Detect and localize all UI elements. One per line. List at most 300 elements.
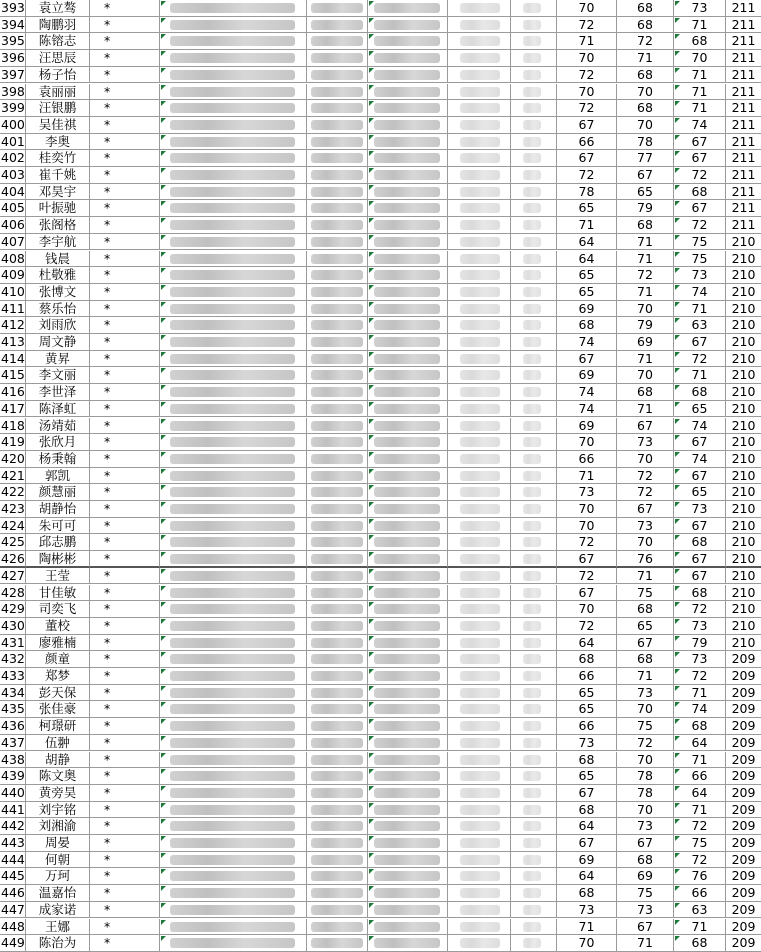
id-number-cell[interactable]	[160, 585, 307, 602]
total-score-cell[interactable]: 210	[726, 585, 761, 602]
score-3-cell[interactable]: 68	[674, 534, 726, 551]
id-number-cell[interactable]	[160, 418, 307, 435]
marker-cell[interactable]: *	[90, 67, 160, 84]
marker-cell[interactable]: *	[90, 434, 160, 451]
score-2-cell[interactable]: 69	[617, 334, 674, 351]
id-number-cell[interactable]	[160, 167, 307, 184]
marker-cell[interactable]: *	[90, 200, 160, 217]
blank-cell[interactable]	[448, 351, 511, 368]
score-2-cell[interactable]: 79	[617, 200, 674, 217]
blank-cell[interactable]	[448, 468, 511, 485]
student-name-cell[interactable]: 李世泽	[26, 384, 90, 401]
code-cell[interactable]	[307, 451, 368, 468]
code-cell[interactable]	[307, 434, 368, 451]
student-name-cell[interactable]: 汪思辰	[26, 50, 90, 67]
blank-cell-2[interactable]	[511, 301, 557, 318]
blank-cell[interactable]	[448, 685, 511, 702]
row-number[interactable]: 393	[1, 0, 25, 15]
id-number-cell[interactable]	[160, 451, 307, 468]
total-score-cell[interactable]: 210	[726, 418, 761, 435]
blank-cell[interactable]	[448, 835, 511, 852]
row-number[interactable]: 418	[1, 417, 25, 433]
score-1-cell[interactable]: 64	[557, 635, 617, 652]
marker-cell[interactable]: *	[90, 618, 160, 635]
score-2-cell[interactable]: 76	[617, 551, 674, 568]
row-number[interactable]: 402	[1, 150, 25, 166]
student-name-cell[interactable]: 郑梦	[26, 668, 90, 685]
row-number[interactable]: 394	[1, 16, 25, 32]
student-name-cell[interactable]: 黄旁昊	[26, 785, 90, 802]
row-number[interactable]: 396	[1, 50, 25, 66]
row-number[interactable]: 446	[1, 885, 25, 901]
student-name-cell[interactable]: 吴佳祺	[26, 117, 90, 134]
code-cell[interactable]	[307, 618, 368, 635]
blank-cell-2[interactable]	[511, 551, 557, 568]
student-name-cell[interactable]: 陈镕志	[26, 33, 90, 50]
total-score-cell[interactable]: 210	[726, 518, 761, 535]
blank-cell[interactable]	[448, 618, 511, 635]
id-number-cell[interactable]	[160, 33, 307, 50]
row-number[interactable]: 415	[1, 367, 25, 383]
id-number-cell[interactable]	[160, 351, 307, 368]
score-2-cell[interactable]: 72	[617, 484, 674, 501]
score-1-cell[interactable]: 70	[557, 601, 617, 618]
marker-cell[interactable]: *	[90, 735, 160, 752]
id-number-cell[interactable]	[160, 919, 307, 936]
code-cell[interactable]	[307, 852, 368, 869]
score-2-cell[interactable]: 70	[617, 301, 674, 318]
exam-number-cell[interactable]	[368, 50, 448, 67]
id-number-cell[interactable]	[160, 885, 307, 902]
total-score-cell[interactable]: 210	[726, 501, 761, 518]
id-number-cell[interactable]	[160, 701, 307, 718]
blank-cell[interactable]	[448, 200, 511, 217]
id-number-cell[interactable]	[160, 718, 307, 735]
score-2-cell[interactable]: 77	[617, 150, 674, 167]
blank-cell[interactable]	[448, 935, 511, 952]
id-number-cell[interactable]	[160, 100, 307, 117]
score-2-cell[interactable]: 70	[617, 752, 674, 769]
blank-cell-2[interactable]	[511, 802, 557, 819]
marker-cell[interactable]: *	[90, 284, 160, 301]
score-1-cell[interactable]: 68	[557, 885, 617, 902]
id-number-cell[interactable]	[160, 84, 307, 101]
score-2-cell[interactable]: 67	[617, 635, 674, 652]
blank-cell-2[interactable]	[511, 752, 557, 769]
score-3-cell[interactable]: 63	[674, 902, 726, 919]
marker-cell[interactable]: *	[90, 501, 160, 518]
code-cell[interactable]	[307, 651, 368, 668]
score-1-cell[interactable]: 65	[557, 200, 617, 217]
score-1-cell[interactable]: 70	[557, 50, 617, 67]
score-1-cell[interactable]: 68	[557, 802, 617, 819]
score-2-cell[interactable]: 71	[617, 351, 674, 368]
score-3-cell[interactable]: 71	[674, 67, 726, 84]
score-2-cell[interactable]: 71	[617, 234, 674, 251]
code-cell[interactable]	[307, 117, 368, 134]
score-1-cell[interactable]: 70	[557, 434, 617, 451]
code-cell[interactable]	[307, 768, 368, 785]
score-3-cell[interactable]: 72	[674, 852, 726, 869]
exam-number-cell[interactable]	[368, 351, 448, 368]
student-name-cell[interactable]: 周晏	[26, 835, 90, 852]
total-score-cell[interactable]: 210	[726, 367, 761, 384]
marker-cell[interactable]: *	[90, 418, 160, 435]
blank-cell[interactable]	[448, 367, 511, 384]
blank-cell-2[interactable]	[511, 735, 557, 752]
score-1-cell[interactable]: 64	[557, 251, 617, 268]
score-2-cell[interactable]: 68	[617, 852, 674, 869]
score-3-cell[interactable]: 72	[674, 818, 726, 835]
score-3-cell[interactable]: 65	[674, 401, 726, 418]
marker-cell[interactable]: *	[90, 935, 160, 952]
row-number[interactable]: 448	[1, 918, 25, 934]
row-number[interactable]: 406	[1, 217, 25, 233]
code-cell[interactable]	[307, 184, 368, 201]
student-name-cell[interactable]: 刘宇铭	[26, 802, 90, 819]
student-name-cell[interactable]: 胡静	[26, 752, 90, 769]
blank-cell[interactable]	[448, 568, 511, 585]
id-number-cell[interactable]	[160, 518, 307, 535]
marker-cell[interactable]: *	[90, 601, 160, 618]
row-number[interactable]: 405	[1, 200, 25, 216]
row-number[interactable]: 410	[1, 283, 25, 299]
exam-number-cell[interactable]	[368, 301, 448, 318]
exam-number-cell[interactable]	[368, 651, 448, 668]
id-number-cell[interactable]	[160, 484, 307, 501]
code-cell[interactable]	[307, 351, 368, 368]
total-score-cell[interactable]: 210	[726, 568, 761, 585]
score-1-cell[interactable]: 67	[557, 117, 617, 134]
code-cell[interactable]	[307, 251, 368, 268]
blank-cell[interactable]	[448, 67, 511, 84]
blank-cell-2[interactable]	[511, 534, 557, 551]
score-3-cell[interactable]: 76	[674, 868, 726, 885]
score-3-cell[interactable]: 67	[674, 568, 726, 585]
score-1-cell[interactable]: 67	[557, 351, 617, 368]
student-name-cell[interactable]: 周文静	[26, 334, 90, 351]
blank-cell-2[interactable]	[511, 568, 557, 585]
total-score-cell[interactable]: 210	[726, 351, 761, 368]
total-score-cell[interactable]: 211	[726, 134, 761, 151]
score-3-cell[interactable]: 66	[674, 768, 726, 785]
total-score-cell[interactable]: 211	[726, 50, 761, 67]
marker-cell[interactable]: *	[90, 468, 160, 485]
student-name-cell[interactable]: 胡静怡	[26, 501, 90, 518]
marker-cell[interactable]: *	[90, 451, 160, 468]
score-3-cell[interactable]: 73	[674, 618, 726, 635]
exam-number-cell[interactable]	[368, 768, 448, 785]
blank-cell[interactable]	[448, 184, 511, 201]
code-cell[interactable]	[307, 818, 368, 835]
code-cell[interactable]	[307, 835, 368, 852]
total-score-cell[interactable]: 210	[726, 251, 761, 268]
blank-cell[interactable]	[448, 635, 511, 652]
code-cell[interactable]	[307, 267, 368, 284]
blank-cell-2[interactable]	[511, 451, 557, 468]
student-name-cell[interactable]: 王娜	[26, 919, 90, 936]
id-number-cell[interactable]	[160, 384, 307, 401]
row-number[interactable]: 449	[1, 935, 25, 951]
score-1-cell[interactable]: 65	[557, 768, 617, 785]
score-1-cell[interactable]: 65	[557, 701, 617, 718]
id-number-cell[interactable]	[160, 935, 307, 952]
code-cell[interactable]	[307, 200, 368, 217]
id-number-cell[interactable]	[160, 434, 307, 451]
id-number-cell[interactable]	[160, 551, 307, 568]
score-3-cell[interactable]: 72	[674, 167, 726, 184]
marker-cell[interactable]: *	[90, 334, 160, 351]
total-score-cell[interactable]: 209	[726, 818, 761, 835]
score-2-cell[interactable]: 72	[617, 33, 674, 50]
score-3-cell[interactable]: 71	[674, 301, 726, 318]
exam-number-cell[interactable]	[368, 802, 448, 819]
score-2-cell[interactable]: 79	[617, 317, 674, 334]
blank-cell-2[interactable]	[511, 501, 557, 518]
blank-cell[interactable]	[448, 551, 511, 568]
score-1-cell[interactable]: 71	[557, 919, 617, 936]
row-number[interactable]: 444	[1, 851, 25, 867]
score-3-cell[interactable]: 71	[674, 84, 726, 101]
code-cell[interactable]	[307, 868, 368, 885]
code-cell[interactable]	[307, 150, 368, 167]
id-number-cell[interactable]	[160, 818, 307, 835]
marker-cell[interactable]: *	[90, 768, 160, 785]
blank-cell-2[interactable]	[511, 484, 557, 501]
score-2-cell[interactable]: 67	[617, 919, 674, 936]
exam-number-cell[interactable]	[368, 67, 448, 84]
marker-cell[interactable]: *	[90, 919, 160, 936]
score-1-cell[interactable]: 66	[557, 134, 617, 151]
blank-cell-2[interactable]	[511, 267, 557, 284]
exam-number-cell[interactable]	[368, 33, 448, 50]
total-score-cell[interactable]: 209	[726, 718, 761, 735]
row-number[interactable]: 408	[1, 250, 25, 266]
marker-cell[interactable]: *	[90, 184, 160, 201]
row-number[interactable]: 430	[1, 617, 25, 633]
exam-number-cell[interactable]	[368, 501, 448, 518]
score-3-cell[interactable]: 67	[674, 518, 726, 535]
id-number-cell[interactable]	[160, 468, 307, 485]
exam-number-cell[interactable]	[368, 484, 448, 501]
score-2-cell[interactable]: 71	[617, 50, 674, 67]
score-3-cell[interactable]: 68	[674, 184, 726, 201]
blank-cell-2[interactable]	[511, 785, 557, 802]
exam-number-cell[interactable]	[368, 284, 448, 301]
score-3-cell[interactable]: 74	[674, 701, 726, 718]
student-name-cell[interactable]: 颜童	[26, 651, 90, 668]
code-cell[interactable]	[307, 534, 368, 551]
id-number-cell[interactable]	[160, 735, 307, 752]
blank-cell[interactable]	[448, 601, 511, 618]
score-2-cell[interactable]: 69	[617, 868, 674, 885]
row-number[interactable]: 436	[1, 718, 25, 734]
blank-cell[interactable]	[448, 785, 511, 802]
code-cell[interactable]	[307, 334, 368, 351]
blank-cell-2[interactable]	[511, 134, 557, 151]
row-number[interactable]: 440	[1, 784, 25, 800]
exam-number-cell[interactable]	[368, 418, 448, 435]
student-name-cell[interactable]: 陈文奥	[26, 768, 90, 785]
score-2-cell[interactable]: 73	[617, 902, 674, 919]
id-number-cell[interactable]	[160, 184, 307, 201]
code-cell[interactable]	[307, 301, 368, 318]
score-2-cell[interactable]: 71	[617, 284, 674, 301]
score-1-cell[interactable]: 67	[557, 585, 617, 602]
score-3-cell[interactable]: 71	[674, 100, 726, 117]
exam-number-cell[interactable]	[368, 868, 448, 885]
student-name-cell[interactable]: 王莹	[26, 568, 90, 585]
code-cell[interactable]	[307, 84, 368, 101]
score-2-cell[interactable]: 70	[617, 117, 674, 134]
code-cell[interactable]	[307, 418, 368, 435]
marker-cell[interactable]: *	[90, 568, 160, 585]
row-number[interactable]: 424	[1, 517, 25, 533]
score-1-cell[interactable]: 67	[557, 785, 617, 802]
code-cell[interactable]	[307, 384, 368, 401]
total-score-cell[interactable]: 209	[726, 902, 761, 919]
code-cell[interactable]	[307, 668, 368, 685]
blank-cell[interactable]	[448, 100, 511, 117]
score-1-cell[interactable]: 69	[557, 852, 617, 869]
score-2-cell[interactable]: 70	[617, 84, 674, 101]
id-number-cell[interactable]	[160, 267, 307, 284]
student-name-cell[interactable]: 袁立骜	[26, 0, 90, 17]
exam-number-cell[interactable]	[368, 251, 448, 268]
score-1-cell[interactable]: 64	[557, 868, 617, 885]
blank-cell-2[interactable]	[511, 200, 557, 217]
blank-cell-2[interactable]	[511, 902, 557, 919]
score-3-cell[interactable]: 66	[674, 885, 726, 902]
exam-number-cell[interactable]	[368, 234, 448, 251]
student-name-cell[interactable]: 陶彬彬	[26, 551, 90, 568]
student-name-cell[interactable]: 张博文	[26, 284, 90, 301]
student-name-cell[interactable]: 彭天保	[26, 685, 90, 702]
code-cell[interactable]	[307, 718, 368, 735]
total-score-cell[interactable]: 210	[726, 401, 761, 418]
total-score-cell[interactable]: 210	[726, 618, 761, 635]
row-number[interactable]: 404	[1, 183, 25, 199]
marker-cell[interactable]: *	[90, 100, 160, 117]
blank-cell[interactable]	[448, 0, 511, 17]
blank-cell-2[interactable]	[511, 835, 557, 852]
blank-cell-2[interactable]	[511, 317, 557, 334]
code-cell[interactable]	[307, 568, 368, 585]
marker-cell[interactable]: *	[90, 551, 160, 568]
marker-cell[interactable]: *	[90, 317, 160, 334]
score-2-cell[interactable]: 75	[617, 718, 674, 735]
id-number-cell[interactable]	[160, 752, 307, 769]
row-number[interactable]: 431	[1, 634, 25, 650]
score-2-cell[interactable]: 68	[617, 217, 674, 234]
score-1-cell[interactable]: 68	[557, 651, 617, 668]
exam-number-cell[interactable]	[368, 200, 448, 217]
id-number-cell[interactable]	[160, 150, 307, 167]
exam-number-cell[interactable]	[368, 551, 448, 568]
row-number[interactable]: 428	[1, 584, 25, 600]
code-cell[interactable]	[307, 284, 368, 301]
exam-number-cell[interactable]	[368, 317, 448, 334]
blank-cell[interactable]	[448, 334, 511, 351]
blank-cell[interactable]	[448, 534, 511, 551]
score-1-cell[interactable]: 69	[557, 367, 617, 384]
total-score-cell[interactable]: 210	[726, 334, 761, 351]
blank-cell-2[interactable]	[511, 685, 557, 702]
exam-number-cell[interactable]	[368, 701, 448, 718]
id-number-cell[interactable]	[160, 200, 307, 217]
total-score-cell[interactable]: 210	[726, 534, 761, 551]
marker-cell[interactable]: *	[90, 150, 160, 167]
code-cell[interactable]	[307, 67, 368, 84]
student-name-cell[interactable]: 李奥	[26, 134, 90, 151]
code-cell[interactable]	[307, 935, 368, 952]
marker-cell[interactable]: *	[90, 868, 160, 885]
total-score-cell[interactable]: 209	[726, 735, 761, 752]
score-1-cell[interactable]: 67	[557, 835, 617, 852]
code-cell[interactable]	[307, 50, 368, 67]
total-score-cell[interactable]: 209	[726, 868, 761, 885]
blank-cell[interactable]	[448, 518, 511, 535]
score-1-cell[interactable]: 65	[557, 685, 617, 702]
blank-cell-2[interactable]	[511, 618, 557, 635]
row-number[interactable]: 443	[1, 835, 25, 850]
student-name-cell[interactable]: 刘雨欣	[26, 317, 90, 334]
score-2-cell[interactable]: 73	[617, 818, 674, 835]
score-1-cell[interactable]: 70	[557, 84, 617, 101]
total-score-cell[interactable]: 211	[726, 33, 761, 50]
marker-cell[interactable]: *	[90, 50, 160, 67]
exam-number-cell[interactable]	[368, 468, 448, 485]
score-3-cell[interactable]: 67	[674, 551, 726, 568]
marker-cell[interactable]: *	[90, 17, 160, 34]
code-cell[interactable]	[307, 217, 368, 234]
code-cell[interactable]	[307, 701, 368, 718]
code-cell[interactable]	[307, 518, 368, 535]
marker-cell[interactable]: *	[90, 33, 160, 50]
row-number[interactable]: 407	[1, 233, 25, 249]
blank-cell[interactable]	[448, 267, 511, 284]
score-2-cell[interactable]: 68	[617, 17, 674, 34]
code-cell[interactable]	[307, 802, 368, 819]
marker-cell[interactable]: *	[90, 635, 160, 652]
student-name-cell[interactable]: 廖雅楠	[26, 635, 90, 652]
score-3-cell[interactable]: 79	[674, 635, 726, 652]
score-2-cell[interactable]: 78	[617, 768, 674, 785]
score-2-cell[interactable]: 67	[617, 167, 674, 184]
blank-cell-2[interactable]	[511, 0, 557, 17]
blank-cell-2[interactable]	[511, 885, 557, 902]
score-2-cell[interactable]: 65	[617, 184, 674, 201]
exam-number-cell[interactable]	[368, 568, 448, 585]
blank-cell-2[interactable]	[511, 184, 557, 201]
total-score-cell[interactable]: 209	[726, 768, 761, 785]
blank-cell[interactable]	[448, 701, 511, 718]
total-score-cell[interactable]: 211	[726, 67, 761, 84]
id-number-cell[interactable]	[160, 401, 307, 418]
total-score-cell[interactable]: 209	[726, 651, 761, 668]
exam-number-cell[interactable]	[368, 267, 448, 284]
student-name-cell[interactable]: 司奕飞	[26, 601, 90, 618]
marker-cell[interactable]: *	[90, 785, 160, 802]
blank-cell[interactable]	[448, 217, 511, 234]
score-3-cell[interactable]: 72	[674, 217, 726, 234]
score-2-cell[interactable]: 71	[617, 668, 674, 685]
score-2-cell[interactable]: 72	[617, 735, 674, 752]
total-score-cell[interactable]: 211	[726, 184, 761, 201]
student-name-cell[interactable]: 桂奕竹	[26, 150, 90, 167]
score-3-cell[interactable]: 67	[674, 434, 726, 451]
blank-cell-2[interactable]	[511, 651, 557, 668]
